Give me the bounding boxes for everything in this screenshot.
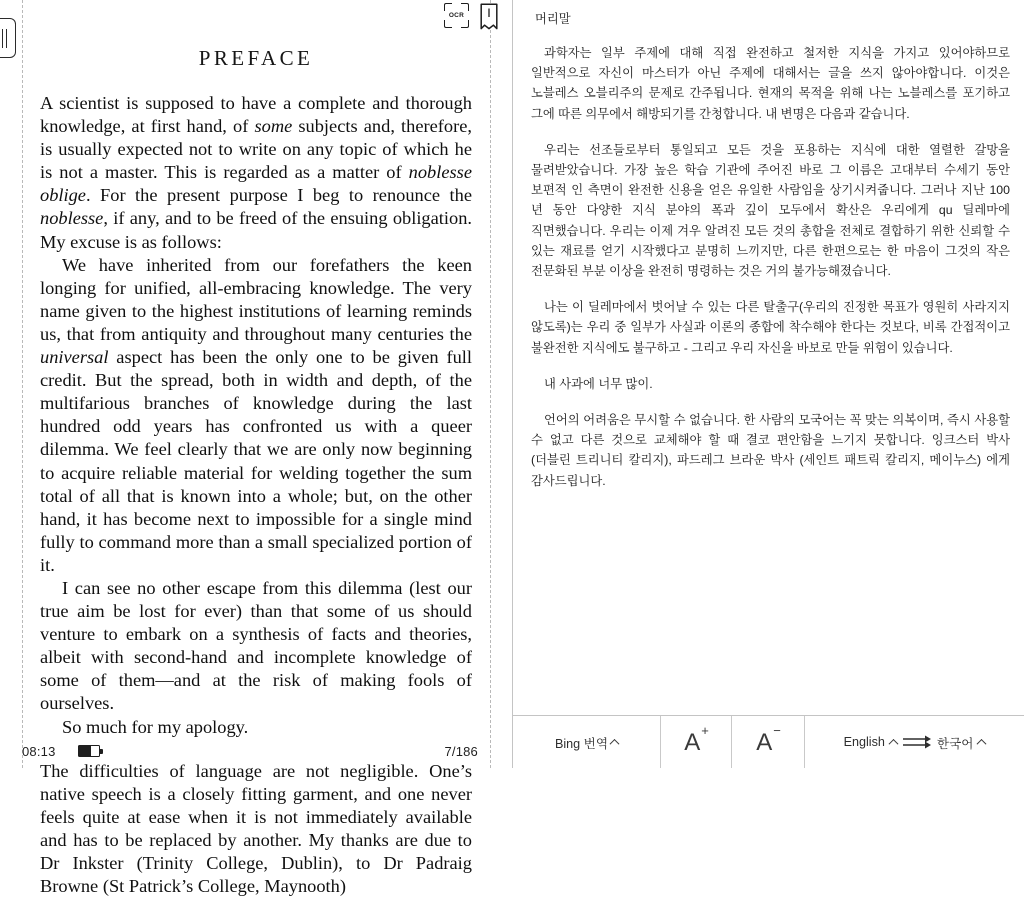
page-tools [444,3,498,30]
translation-paragraph: 우리는 선조들로부터 통일되고 모든 것을 포용하는 지식에 대한 열렬한 갈망을 물려받았습니다. 가장 높은 학습 기관에 주어진 바로 그 이름은 고대부터 수세기 동안 보편적 인 측면이 완전한 신용을 얻은 유일한 사람임을 상기시켜줍니다. 그러나 지난 100 년 동안 다양한 지식 분야의 폭과 깊이 모두에서 확산은 우리에게 qu 딜레마에 직면했습니다. 우리는 이제 겨우 알려진 모든 것의 총합을 전체로 결합하기 위한 신뢰할 수 있는 재료를 얻기 시작했다고 분명히 느끼지만, 다른 한편으로는 한 마음이 그것의 작은 전문화된 부분 이상을 완전히 명령하는 것은 거의 불가능해졌습니다. [531,142,1010,279]
sidebar-toggle-handle[interactable] [0,18,16,58]
clock: 08:13 [22,743,56,759]
battery-icon [78,745,100,757]
body-text: We have inherited from our forefathers the keen longing for unified, all-embracing knowledge. The very name given to the highest institutions of learning reminds us, that from antiquity and throughout many centuries the [40,254,472,344]
emphasis-text: noblesse [40,208,104,229]
emphasis-text: some [254,116,293,137]
translation-engine-button[interactable] [513,716,661,768]
book-paragraph [40,92,472,254]
translation-paragraph: 내 사과에 너무 많이. [544,376,653,391]
translation-paragraph: 나는 이 딜레마에서 벗어날 수 있는 다른 탈출구(우리의 진정한 목표가 영원히 사라지지 않도록)는 우리 중 일부가 사실과 이론의 종합에 착수해야 한다는 것보다, 비록 간접적이고 불완전한 지식에도 불구하고 - 그리고 우리 자신을 바보로 만들 위험이 있습니다. [531,300,1010,355]
translation-heading: 머리말 [535,12,571,26]
book-paragraph-list [40,92,472,898]
book-paragraph [40,577,472,716]
handle-bar-2 [6,29,8,48]
book-content [40,46,472,898]
handle-bar-1 [2,29,4,48]
font-decrease-glyph: A− [756,722,781,756]
translation-engine-label: Bing 번역 [554,736,609,751]
emphasis-text: noblesse oblige [40,162,472,206]
source-language-label: English [843,735,885,749]
body-text: The difficulties of language are not negligible. One’s native speech is a closely fitting garment, and one never feels quite at ease when it is not immediately available and has to be replaced by another. My thanks are due to Dr Inkster (Trinity College, Dublin), to Dr Padraig Browne (St Patrick’s College, Maynooth) [40,760,472,897]
font-decrease-button[interactable] [732,716,805,768]
translation-content [513,0,1024,715]
font-increase-glyph: A+ [684,722,709,756]
body-text: aspect has been the only one to be given full credit. But the spread, both in width and depth, of the multifarious branches of knowledge during the last hundred odd years has confronted us with a queer dilemma. We feel clearly that we are only now beginning to acquire reliable material for welding together the sum total of all that is known into a whole; but, on the other hand, it has become next to impossible for a single mind fully to command more than a small specialized portion of it. [40,347,472,575]
status-bar [0,734,512,768]
emphasis-text: universal [40,347,109,368]
bookmark-icon[interactable] [480,3,498,30]
battery-fill [79,746,91,756]
body-text: . For the present purpose I beg to renounce the [85,185,472,206]
book-paragraph [40,254,472,577]
translation-toolbar [513,715,1024,768]
body-text: So much for my apology. [62,716,249,737]
translation-paragraph-list [531,43,1010,491]
ocr-icon[interactable] [444,3,469,28]
source-language-chevron-up-icon[interactable] [888,738,898,748]
language-pair-control[interactable] [805,716,1024,768]
page-indicator: 7/186 [444,743,478,759]
body-text: A scientist is supposed to have a complete and thorough knowledge, at first hand, of [40,93,472,137]
swap-languages-icon[interactable] [902,735,932,749]
page-margin-guide-left [22,0,23,768]
translation-paragraph: 과학자는 일부 주제에 대해 직접 완전하고 철저한 지식을 가지고 있어야하므로 일반적으로 자신이 마스터가 아닌 주제에 대해서는 글을 쓰지 않아야합니다. 이것은 노블레스 오블리주의 문제로 간주됩니다. 현재의 목적을 위해 나는 노블레스를 포기하고 그에 따른 의무에서 해방되기를 간청합니다. 내 변명은 다음과 같습니다. [531,46,1010,121]
page-margin-guide-right [490,0,491,768]
body-text: , if any, and to be freed of the ensuing obligation. My excuse is as follows: [40,208,472,252]
target-language-chevron-up-icon[interactable] [977,738,987,748]
body-text: I can see no other escape from this dilemma (lest our true aim be lost for ever) than that some of us should venture to embark on a synthesis of facts and theories, albeit with second-hand and incomplete knowledge of some of them—and at the risk of making fools of ourselves. [40,577,472,714]
ocr-icon-label: OCR [448,12,465,19]
book-page-pane [0,0,512,897]
body-text: subjects and, therefore, is usually expected not to write on any topic of which he is not a master. This is regarded as a matter of [40,116,472,183]
target-language-label: 한국어 [936,736,974,751]
translation-paragraph: 언어의 어려움은 무시할 수 없습니다. 한 사람의 모국어는 꼭 맞는 의복이며, 즉시 사용할 수 없고 다른 것으로 교체해야 할 때 결코 편안함을 느기지 못합니다. 잉크스터 박사 (더블린 트리니티 칼리지), 파드레그 브라운 박사 (세인트 패트릭 칼리지, 메이누스) 에게 감사드립니다. [531,413,1010,488]
page-title: PREFACE [198,46,314,70]
chevron-up-icon [610,738,620,748]
book-paragraph [40,760,472,898]
font-increase-button[interactable] [661,716,732,768]
translation-pane [512,0,1024,768]
